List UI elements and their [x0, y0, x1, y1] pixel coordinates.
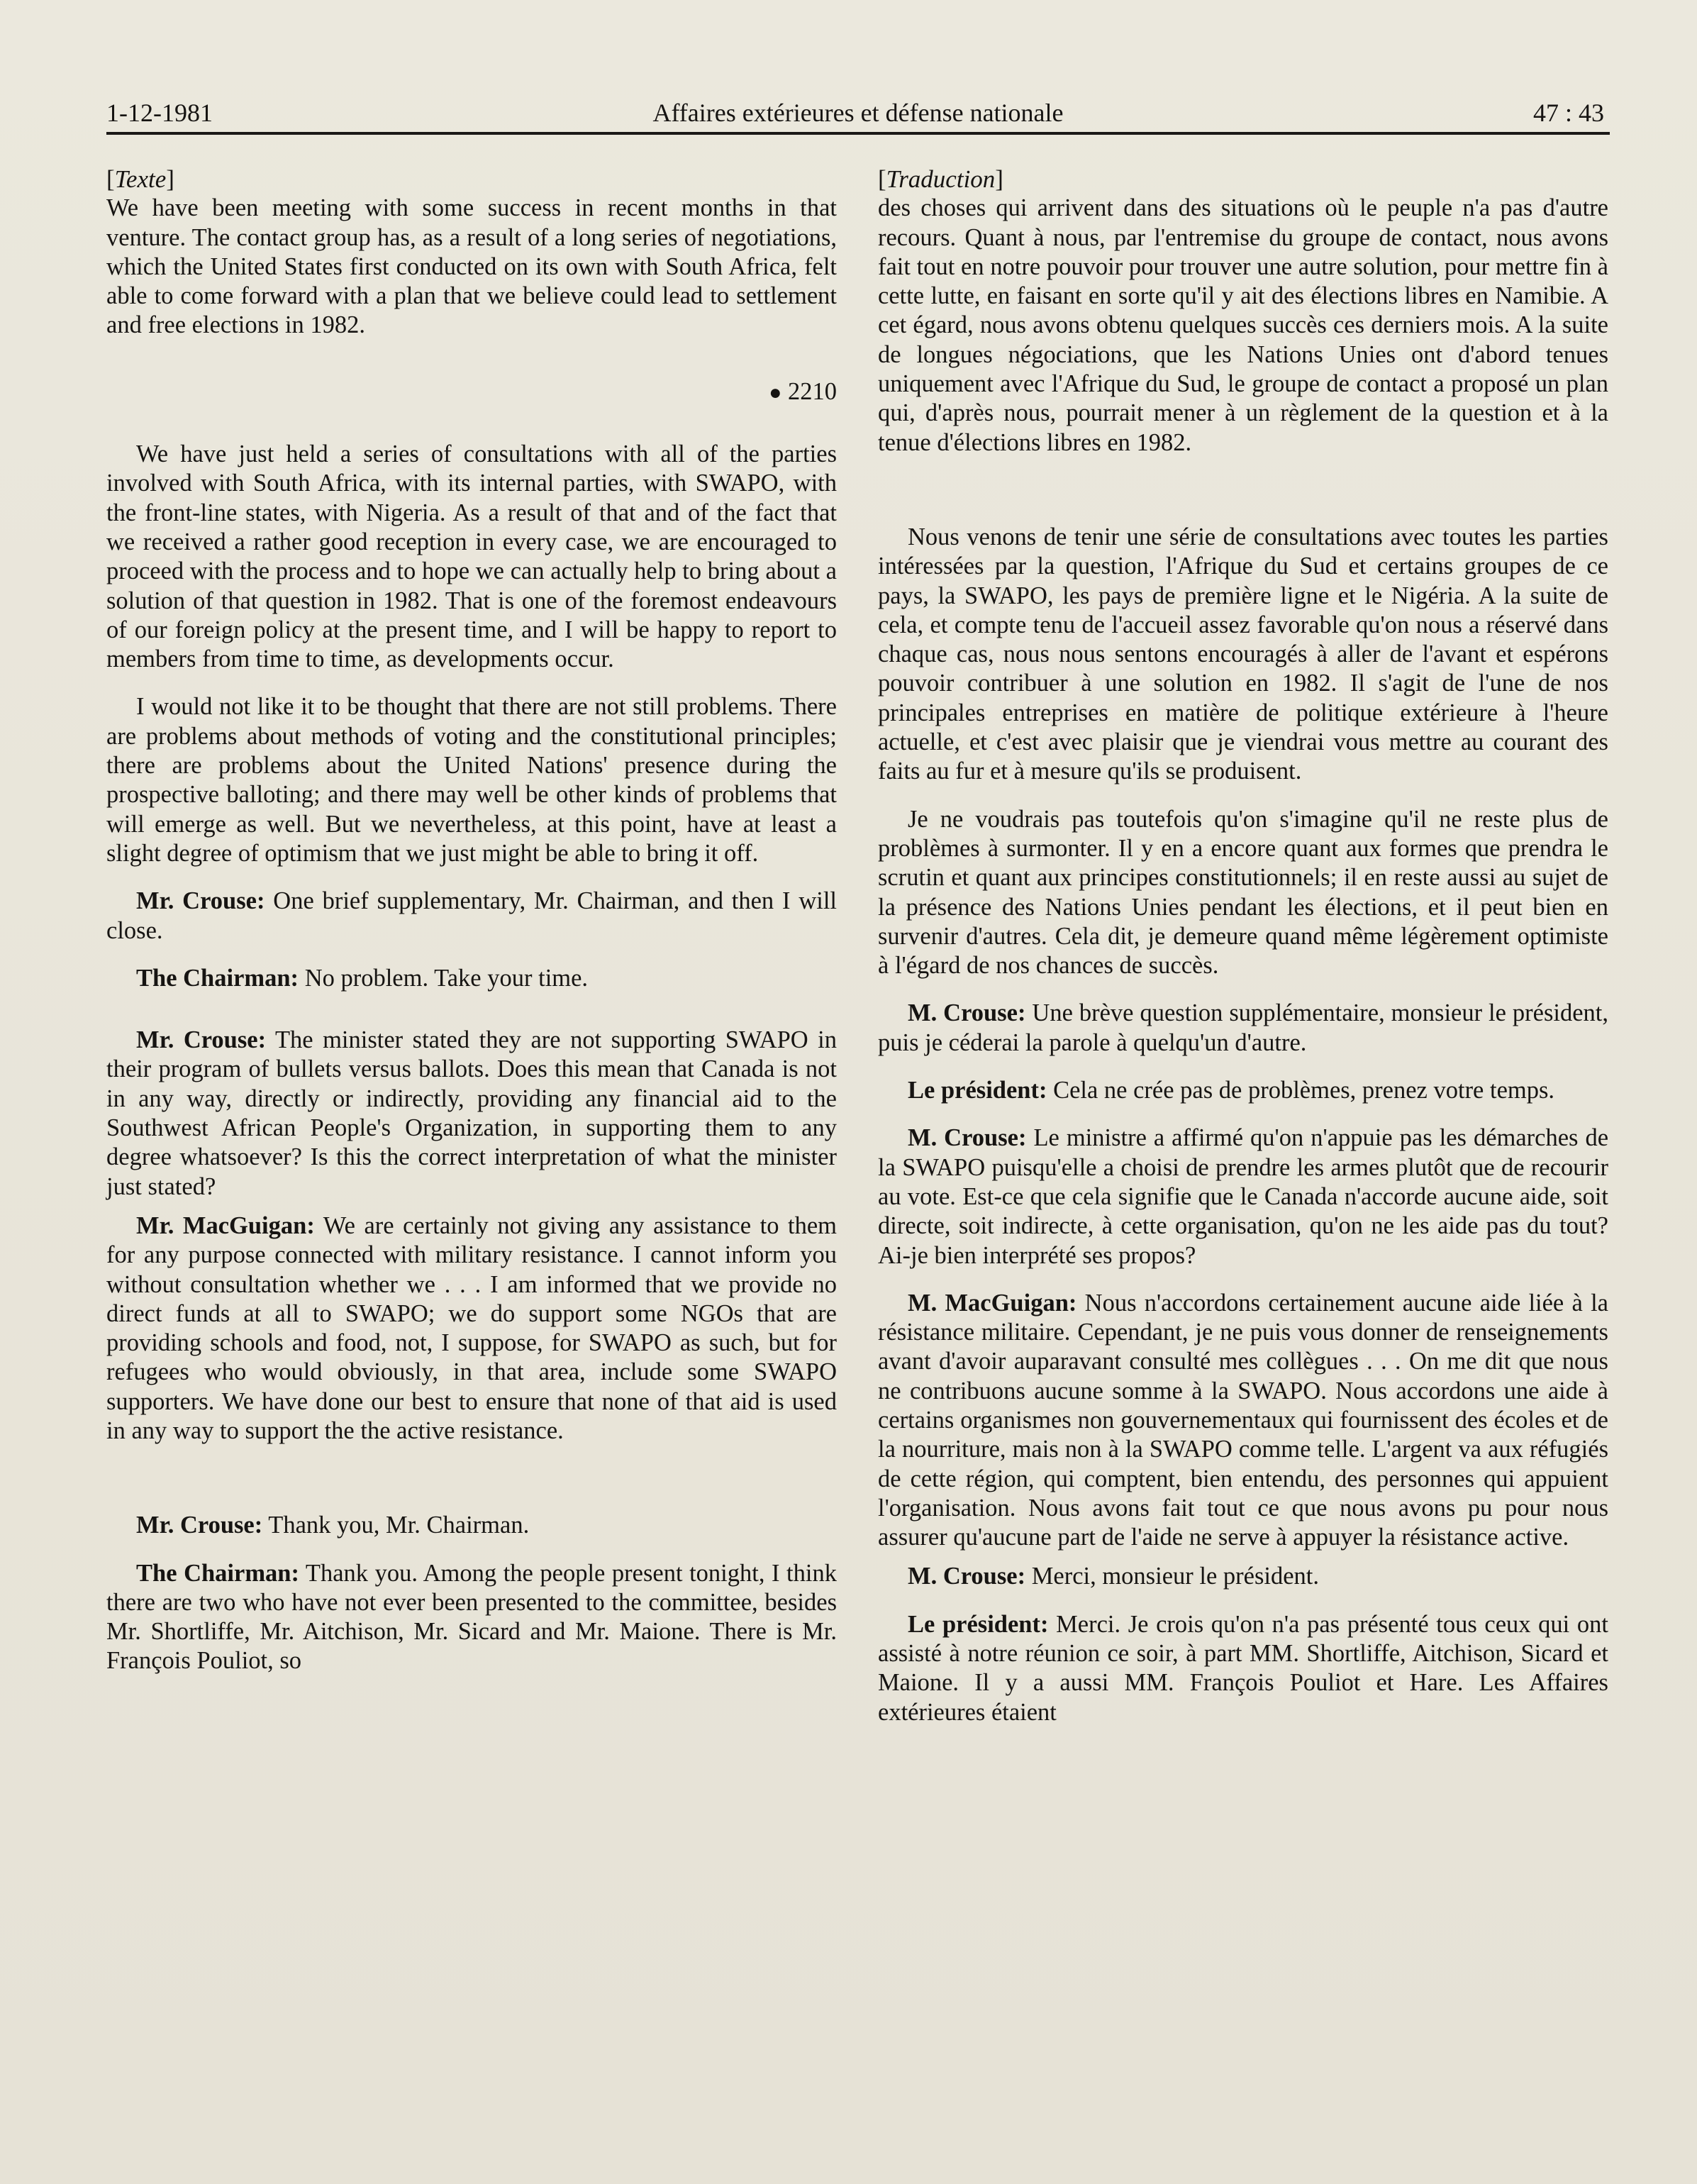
- speaker-name: Le président:: [908, 1077, 1047, 1104]
- speaker-turn: Le président: Cela ne crée pas de problèmes, prenez votre temps.: [908, 1077, 1555, 1104]
- speaker-turn: M. Crouse: Une brève question supplémentaire, monsieur le président, puis je céderai la parole à quelqu'un d'autre.: [878, 999, 1609, 1056]
- speaker-turn: M. MacGuigan: Nous n'accordons certainement aucune aide liée à la résistance militaire. Cependant, je ne puis vous donner de renseignements avant d'avoir auparavant consulté mes collègues . . . On me dit que nous ne contribuons aucune somme à la SWAPO. Nous accordons une aide à certains organismes non gouvernementaux qui fournissent des écoles et de la nourriture, mais non à la SWAPO comme telle. L'argent va aux réfugiés de cette région, qui comptent, bien entendu, des personnes qui appuient l'organisation. Nous avons fait tout ce que nous avons pu pour nous assurer qu'aucune part de l'aide ne serve à appuyer la résistance active.: [878, 1289, 1608, 1551]
- speaker-turn: The Chairman: No problem. Take your time.: [136, 964, 589, 992]
- french-column: [878, 165, 1608, 1727]
- running-header: [106, 84, 1610, 135]
- header-page-number: 47 : 43: [1532, 99, 1604, 127]
- speaker-name: M. MacGuigan:: [908, 1289, 1077, 1317]
- speaker-turn: M. Crouse: Le ministre a affirmé qu'on n'appuie pas les démarches de la SWAPO puisqu'elle a choisi de prendre les armes plutôt que de recourir au vote. Est-ce que cela signifie que le Canada n'accorde aucune aide, soit directe, soit indirecte, à cette organisation, qu'on ne les aide pas du tout? Ai-je bien interprété ses propos?: [878, 1124, 1609, 1269]
- speaker-name: Mr. Crouse:: [136, 1512, 263, 1539]
- speaker-turn: M. Crouse: Merci, monsieur le président.: [908, 1563, 1319, 1590]
- speaker-name: Mr. Crouse:: [136, 887, 265, 915]
- english-column: [106, 165, 837, 1676]
- speaker-name: The Chairman:: [136, 1559, 299, 1587]
- paragraph: Je ne voudrais pas toutefois qu'on s'imagine qu'il ne reste plus de problèmes à surmonter. Il y en a encore quant aux formes que prendra le scrutin et quant aux principes constitutionnels; il en reste aussi au sujet de la présence des Nations Unies pendant les élections, et il peut bien en survenir d'autres. Cela dit, je demeure quand même légèrement optimiste à l'égard de nos chances de succès.: [878, 805, 1608, 980]
- bullet-icon: ●: [769, 380, 782, 404]
- paragraph: We have just held a series of consultations with all of the parties involved with South Africa, with its internal parties, with SWAPO, with the front-line states, with Nigeria. As a result of that and of the fact that we received a rather good reception in every case, we are encouraged to proceed with the process and to hope we can actually help to bring about a solution of that question in 1982. That is one of the foremost endeavours of our foreign policy at the present time, and I will be happy to report to members from time to time, as developments occur.: [106, 440, 837, 673]
- speaker-name: Mr. Crouse:: [136, 1026, 267, 1054]
- speaker-turn: Mr. Crouse: Thank you, Mr. Chairman.: [136, 1512, 530, 1539]
- traduction-label: [Traduction]: [878, 165, 1003, 193]
- paragraph: I would not like it to be thought that there are not still problems. There are problems about methods of voting and the constitutional principles; there are problems about the United Nations' presence during the prospective balloting; and there may well be other kinds of problems that will emerge as well. But we nevertheless, at this point, have at least a slight degree of optimism that we just might be able to bring it off.: [106, 693, 837, 867]
- paragraph: Nous venons de tenir une série de consultations avec toutes les parties intéressées par la question, l'Afrique du Sud et certains groupes de ce pays, la SWAPO, les pays de première ligne et le Nigéria. A la suite de cela, et compte tenu de l'accueil assez favorable qu'on nous a réservé dans chaque cas, nous nous sentons encouragés à aller de l'avant et espérons pouvoir contribuer à une solution en 1982. Il s'agit de l'une de nos principales entreprises en matière de politique extérieure à l'heure actuelle, et c'est avec plaisir que je viendrai vous mettre au courant des faits au fur et à mesure qu'ils se produisent.: [878, 523, 1608, 785]
- paragraph: des choses qui arrivent dans des situations où le peuple n'a pas d'autre recours. Quant à nous, par l'entremise du groupe de contact, nous avons fait tout en notre pouvoir pour trouver une autre solution, pour mettre fin à cette lutte, en faisant en sorte qu'il y ait des élections libres en Namibie. A cet égard, nous avons obtenu quelques succès ces derniers mois. A la suite de longues négociations, que les Nations Unies ont d'abord tenues uniquement avec l'Afrique du Sud, le groupe de contact a proposé un plan qui, d'après nous, pourrait mener à un règlement de la question et à la tenue d'élections libres en 1982.: [878, 194, 1608, 456]
- speaker-name: M. Crouse:: [908, 1563, 1026, 1590]
- speaker-name: Mr. MacGuigan:: [136, 1212, 315, 1239]
- speaker-name: M. Crouse:: [908, 999, 1026, 1027]
- time-marker: ● 2210: [769, 377, 837, 405]
- speaker-turn: Mr. Crouse: The minister stated they are not supporting SWAPO in their program of bullets versus ballots. Does this mean that Canada is not in any way, directly or indirectly, providing any financial aid to the Southwest African People's Organization, in supporting them to any degree whatsoever? Is this the correct interpretation of what the minister just stated?: [106, 1026, 837, 1200]
- speaker-name: The Chairman:: [136, 964, 299, 992]
- speaker-name: Le président:: [908, 1610, 1049, 1638]
- speaker-turn: The Chairman: Thank you. Among the people present tonight, I think there are two who have not ever been presented to the committee, besides Mr. Shortliffe, Mr. Aitchison, Mr. Sicard and Mr. Maione. There is Mr. François Pouliot, so: [106, 1559, 837, 1675]
- paragraph: We have been meeting with some success in recent months in that venture. The contact group has, as a result of a long series of negotiations, which the United States first conducted on its own with South Africa, felt able to come forward with a plan that we believe could lead to settlement and free elections in 1982.: [106, 194, 837, 339]
- speaker-turn: Mr. MacGuigan: We are certainly not giving any assistance to them for any purpose connected with military resistance. I cannot inform you without consultation whether we . . . I am informed that we provide no direct funds at all to SWAPO; we do support some NGOs that are providing schools and food, not, I suppose, for SWAPO as such, but for refugees who would obviously, in that area, include some SWAPO supporters. We have done our best to ensure that none of that aid is used in any way to support the the active resistance.: [106, 1212, 837, 1444]
- texte-label: [Texte]: [106, 165, 174, 193]
- speaker-name: M. Crouse:: [908, 1124, 1027, 1152]
- speaker-turn: Le président: Merci. Je crois qu'on n'a pas présenté tous ceux qui ont assisté à notre réunion ce soir, à part MM. Shortliffe, Aitchison, Sicard et Maione. Il y a aussi MM. François Pouliot et Hare. Les Affaires extérieures étaient: [878, 1610, 1608, 1726]
- speaker-turn: Mr. Crouse: One brief supplementary, Mr. Chairman, and then I will close.: [106, 887, 838, 944]
- header-title: Affaires extérieures et défense nationale: [652, 99, 1064, 127]
- header-date: 1-12-1981: [106, 99, 213, 127]
